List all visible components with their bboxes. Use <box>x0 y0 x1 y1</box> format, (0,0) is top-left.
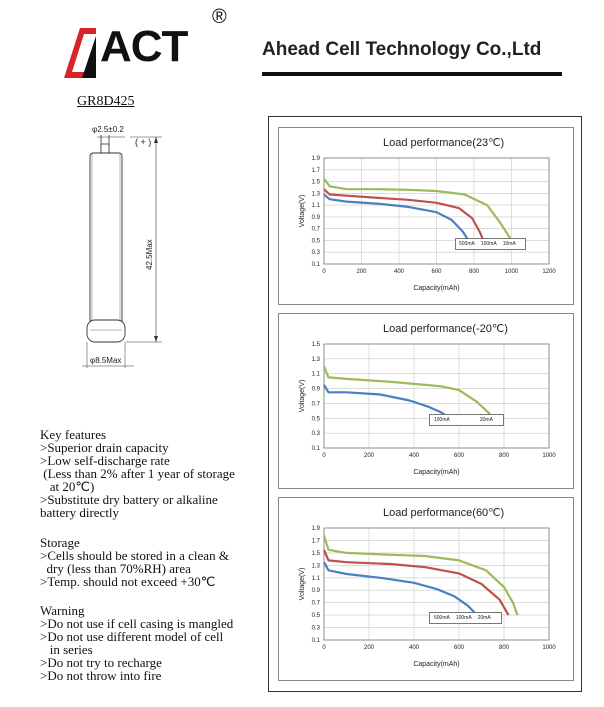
x-tick-label: 800 <box>498 645 510 651</box>
chart-plot <box>279 498 573 680</box>
series-line-500mA <box>324 195 468 241</box>
warning-title: Warning <box>40 603 85 618</box>
x-tick-label: 200 <box>356 269 367 275</box>
key-feature-line: >Substitute dry battery or alkaline <box>40 492 218 507</box>
chart-legend <box>455 238 526 250</box>
x-tick-label: 800 <box>468 269 480 275</box>
y-tick-label: 1.3 <box>311 356 320 363</box>
legend-item: 500mA <box>434 615 450 621</box>
y-tick-label: 0.1 <box>311 446 320 452</box>
y-tick-label: 1.5 <box>311 179 320 186</box>
x-axis-label: Capacity(mAh) <box>413 469 460 476</box>
legend-item: 500mA <box>459 241 475 247</box>
x-tick-label: 0 <box>322 269 326 275</box>
key-feature-line: battery directly <box>40 505 120 520</box>
y-tick-label: 1.3 <box>311 563 320 570</box>
features-block <box>40 428 268 682</box>
y-tick-label: 0.3 <box>311 431 320 438</box>
legend-item: 10mA <box>502 241 516 247</box>
warning-line: >Do not use different model of cell <box>40 629 224 644</box>
chart-minus-20c <box>278 313 574 489</box>
x-tick-label: 400 <box>408 645 420 651</box>
key-feature-line: >Low self-discharge rate <box>40 453 170 468</box>
y-tick-label: 1.3 <box>311 191 320 198</box>
legend-item: 20mA <box>477 615 491 621</box>
key-feature-line: (Less than 2% after 1 year of storage <box>40 466 235 481</box>
y-tick-label: 0.7 <box>311 600 320 607</box>
y-tick-label: 0.9 <box>311 588 320 595</box>
x-tick-label: 200 <box>363 453 375 459</box>
y-axis-label: Voltage(V) <box>299 379 306 413</box>
y-axis-label: Voltage(V) <box>299 194 306 228</box>
company-name: Ahead Cell Technology Co.,Ltd <box>262 39 542 60</box>
warning-line: >Do not throw into fire <box>40 668 162 683</box>
y-tick-label: 0.9 <box>311 214 320 221</box>
length-dimension-label: 42.5Max <box>145 239 154 270</box>
warning-line: >Do not use if cell casing is mangled <box>40 616 234 631</box>
x-tick-label: 1000 <box>542 453 556 459</box>
y-tick-label: 0.5 <box>311 238 320 245</box>
y-tick-label: 1.9 <box>311 156 320 162</box>
width-dimension-label: φ8.5Max <box>90 356 122 365</box>
x-axis-label: Capacity(mAh) <box>413 661 460 668</box>
x-tick-label: 400 <box>393 269 405 275</box>
header-rule <box>262 72 562 76</box>
chart-legend <box>429 612 502 624</box>
chart-23c <box>278 127 574 305</box>
y-tick-label: 0.3 <box>311 250 320 257</box>
chart-60c <box>278 497 574 681</box>
x-tick-label: 600 <box>453 645 465 651</box>
y-tick-label: 1.7 <box>311 167 320 174</box>
y-tick-label: 0.3 <box>311 625 320 632</box>
y-axis-label: Voltage(V) <box>299 567 306 601</box>
series-line-500mA <box>324 562 477 615</box>
warning-line: >Do not try to recharge <box>40 655 162 670</box>
y-tick-label: 0.7 <box>311 226 320 233</box>
plot-frame <box>324 344 549 448</box>
polarity-label: ( + ) <box>135 137 152 147</box>
warning-line: in series <box>40 642 93 657</box>
registered-mark: ® <box>212 6 227 28</box>
storage-line: >Temp. should not exceed +30℃ <box>40 574 216 589</box>
y-tick-label: 0.5 <box>311 416 320 423</box>
x-tick-label: 200 <box>363 645 375 651</box>
series-line-100mA <box>324 189 483 240</box>
x-tick-label: 400 <box>408 453 420 459</box>
y-tick-label: 0.5 <box>311 613 320 620</box>
y-tick-label: 1.1 <box>311 203 320 210</box>
x-tick-label: 600 <box>431 269 442 275</box>
x-axis-label: Capacity(mAh) <box>413 285 460 292</box>
battery-dimension-diagram <box>70 120 180 380</box>
key-feature-line: at 20℃) <box>40 479 95 494</box>
x-tick-label: 800 <box>498 453 510 459</box>
x-tick-label: 1000 <box>504 269 519 275</box>
chart-plot <box>279 128 573 304</box>
chart-title: Load performance(23℃) <box>383 137 505 149</box>
y-tick-label: 1.7 <box>311 538 320 545</box>
chart-plot <box>279 314 573 488</box>
legend-item: 100mA <box>480 241 497 247</box>
chart-title: Load performance(60℃) <box>383 507 505 519</box>
storage-title: Storage <box>40 535 80 550</box>
model-number: GR8D425 <box>77 94 135 109</box>
y-tick-label: 1.5 <box>311 342 320 348</box>
y-tick-label: 0.1 <box>311 638 320 644</box>
storage-line: dry (less than 70%RH) area <box>40 561 191 576</box>
x-tick-label: 1200 <box>542 269 556 275</box>
key-features-title: Key features <box>40 427 107 442</box>
top-diameter-label: φ2.5±0.2 <box>92 125 124 134</box>
x-tick-label: 600 <box>453 453 465 459</box>
y-tick-label: 1.1 <box>311 371 320 378</box>
brand-name: ACT <box>100 22 188 71</box>
y-tick-label: 0.1 <box>311 262 320 268</box>
chart-legend <box>429 414 504 426</box>
chart-title: Load performance(-20℃) <box>383 323 508 335</box>
legend-item: 100mA <box>455 615 472 621</box>
y-tick-label: 1.5 <box>311 550 320 557</box>
x-tick-label: 1000 <box>542 645 556 651</box>
storage-line: >Cells should be stored in a clean & <box>40 548 229 563</box>
y-tick-label: 0.7 <box>311 401 320 408</box>
x-tick-label: 0 <box>322 645 326 651</box>
legend-item: 20mA <box>479 417 493 423</box>
y-tick-label: 0.9 <box>311 386 320 393</box>
charts-panel <box>268 116 582 692</box>
y-tick-label: 1.1 <box>311 575 320 582</box>
x-tick-label: 0 <box>322 453 326 459</box>
key-feature-line: >Superior drain capacity <box>40 440 169 455</box>
y-tick-label: 1.9 <box>311 526 320 532</box>
legend-item: 100mA <box>434 417 450 423</box>
